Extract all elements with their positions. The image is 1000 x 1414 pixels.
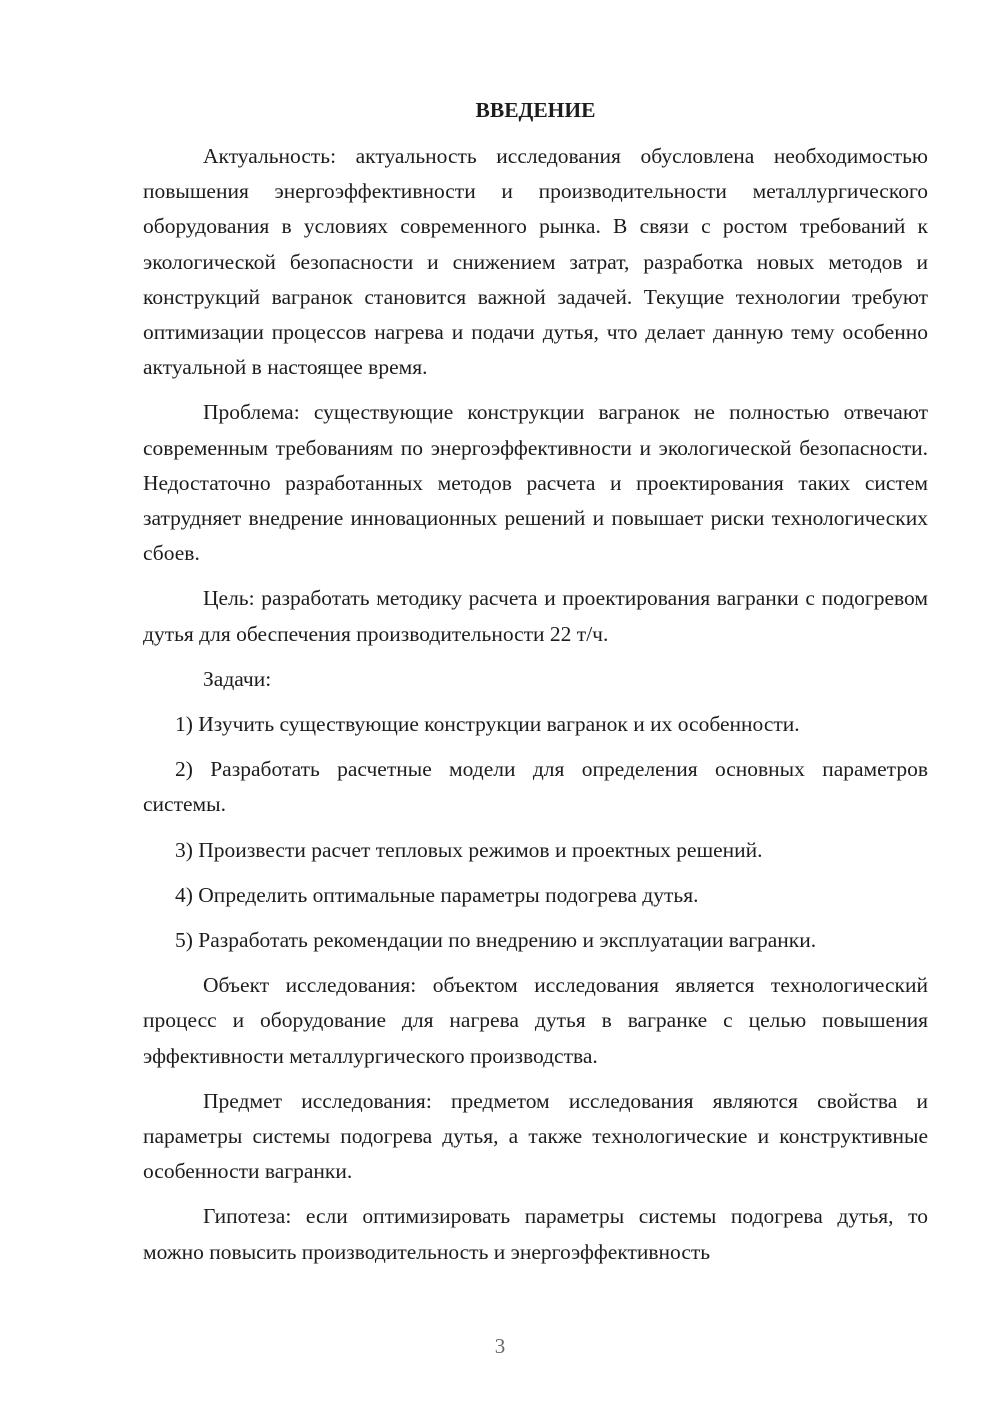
document-page bbox=[143, 93, 928, 1270]
paragraph-relevance: Актуальность: актуальность исследования обусловлена необходимостью повышения энергоэффективности и производительности металлургического оборудования в условиях современного рынка. В связи с ростом требований к экологической безопасности и снижением затрат, разработка новых методов и конструкций вагранок становится важной задачей. Текущие технологии требуют оптимизации процессов нагрева и подачи дутья, что делает данную тему особенно актуальной в настоящее время. bbox=[143, 144, 928, 380]
tasks-label: Задачи: bbox=[203, 666, 272, 691]
task-item-2: 2) Разработать расчетные модели для определения основных параметров системы. bbox=[143, 757, 928, 817]
section-heading: ВВЕДЕНИЕ bbox=[475, 98, 596, 122]
task-item-5: 5) Разработать рекомендации по внедрению и эксплуатации вагранки. bbox=[175, 928, 817, 953]
task-item-3: 3) Произвести расчет тепловых режимов и проектных решений. bbox=[175, 837, 763, 862]
paragraph-hypothesis: Гипотеза: если оптимизировать параметры системы подогрева дутья, то можно повысить производительность и энергоэффективность bbox=[143, 1204, 928, 1264]
paragraph-subject: Предмет исследования: предметом исследования являются свойства и параметры системы подогрева дутья, а также технологические и конструктивные особенности вагранки. bbox=[143, 1088, 928, 1184]
paragraph-goal: Цель: разработать методику расчета и проектирования вагранки с подогревом дутья для обеспечения производительности 22 т/ч. bbox=[143, 586, 928, 646]
paragraph-object: Объект исследования: объектом исследования является технологический процесс и оборудование для нагрева дутья в вагранке с целью повышения эффективности металлургического производства. bbox=[143, 973, 928, 1068]
task-item-1: 1) Изучить существующие конструкции вагранок и их особенности. bbox=[175, 712, 800, 737]
page-number: 3 bbox=[494, 1334, 506, 1358]
task-item-4: 4) Определить оптимальные параметры подогрева дутья. bbox=[175, 882, 699, 907]
paragraph-problem: Проблема: существующие конструкции вагранок не полностью отвечают современным требованиям по энергоэффективности и экологической безопасности. Недостаточно разработанных методов расчета и проектирования таких систем затрудняет внедрение инновационных решений и повышает риски технологических сбоев. bbox=[143, 400, 928, 566]
